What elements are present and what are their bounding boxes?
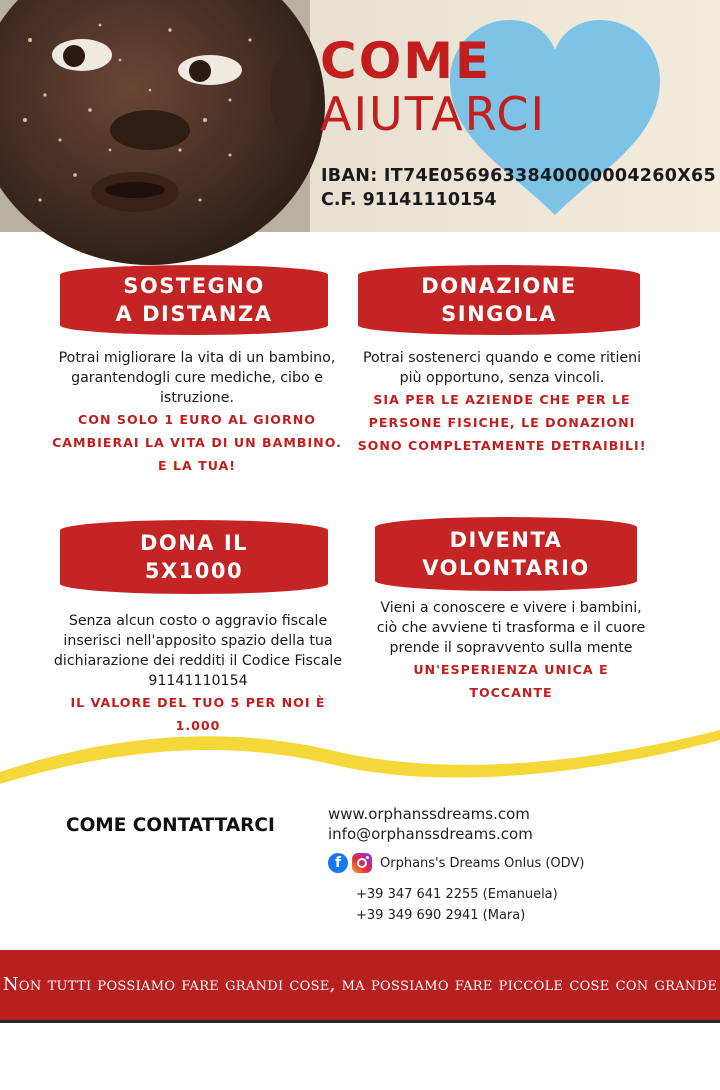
phone-list [356,884,558,926]
banner-dona-5x1000 [60,520,328,594]
section-volontario-text [370,598,652,704]
page-title [320,34,546,140]
banner-sostegno-distanza [60,265,328,335]
section-description: Vieni a conoscere e vivere i bambini, ciò che avviene ti trasforma e il cuore prende il sopravvento sulla mente [376,600,646,656]
section-highlight: UN'ESPERIENZA UNICA E TOCCANTE [413,662,609,700]
title-line-2: AIUTARCI [320,87,547,141]
section-highlight: CON SOLO 1 EURO AL GIORNO CAMBIERAI LA VITA DI UN BAMBINO. E LA TUA! [52,412,342,473]
footer-bottom-line [0,1020,720,1030]
banner-line-1: DONA IL [139,531,249,555]
section-highlight: SIA PER LE AZIENDE CHE PER LE PERSONE FISICHE, LE DONAZIONI SONO COMPLETAMENTE DETRAIBILI! [357,392,647,453]
section-description: Senza alcun costo o aggravio fiscale inserisci nell'apposito spazio della tua dichiarazione dei redditi il Codice Fiscale 91141110154 [53,613,343,689]
phone-emanuela[interactable]: +39 347 641 2255 (Emanuela) [356,887,558,902]
section-highlight: IL VALORE DEL TUO 5 PER NOI È 1.000 [70,695,326,733]
banner-line-2: 5X1000 [144,559,244,583]
section-5x1000-text [48,611,348,737]
header [0,0,720,232]
phone-mara[interactable]: +39 349 690 2941 (Mara) [356,908,526,923]
contacts-title: COME CONTATTARCI [66,815,275,836]
section-sostegno-text [52,348,342,477]
section-donazione-text [352,348,652,457]
iban-text: IBAN: IT74E0569633840000004260X65 [321,166,716,186]
banner-donazione-singola [358,265,640,335]
banner-line-2: SINGOLA [441,302,557,326]
child-photo [0,0,310,232]
title-line-1: COME [320,32,492,90]
footer-motto-bar [0,950,720,1065]
banner-line-1: SOSTEGNO [123,274,265,298]
contacts-web [328,804,533,844]
yellow-swoosh [0,722,720,792]
website-link[interactable]: www.orphanssdreams.com [328,805,530,823]
section-description: Potrai sostenerci quando e come ritieni più opportuno, senza vincoli. [362,350,642,386]
banner-line-1: DONAZIONE [421,274,577,298]
fiscal-code-text: C.F. 91141110154 [321,190,497,210]
banner-diventa-volontario [375,517,637,591]
footer-motto: Non tutti possiamo fare grandi cose, ma possiamo fare piccole cose con grande amore [2,974,718,1065]
facebook-icon[interactable]: f [328,853,348,873]
social-row [328,853,584,873]
section-description: Potrai migliorare la vita di un bambino, garantendogli cure mediche, cibo e istruzione. [58,350,336,406]
instagram-icon[interactable] [352,853,372,873]
social-account-name: Orphans's Dreams Onlus (ODV) [380,855,585,871]
banner-line-2: A DISTANZA [115,302,273,326]
banner-line-2: VOLONTARIO [422,556,590,580]
email-link[interactable]: info@orphanssdreams.com [328,825,533,843]
banner-line-1: DIVENTA [449,528,563,552]
